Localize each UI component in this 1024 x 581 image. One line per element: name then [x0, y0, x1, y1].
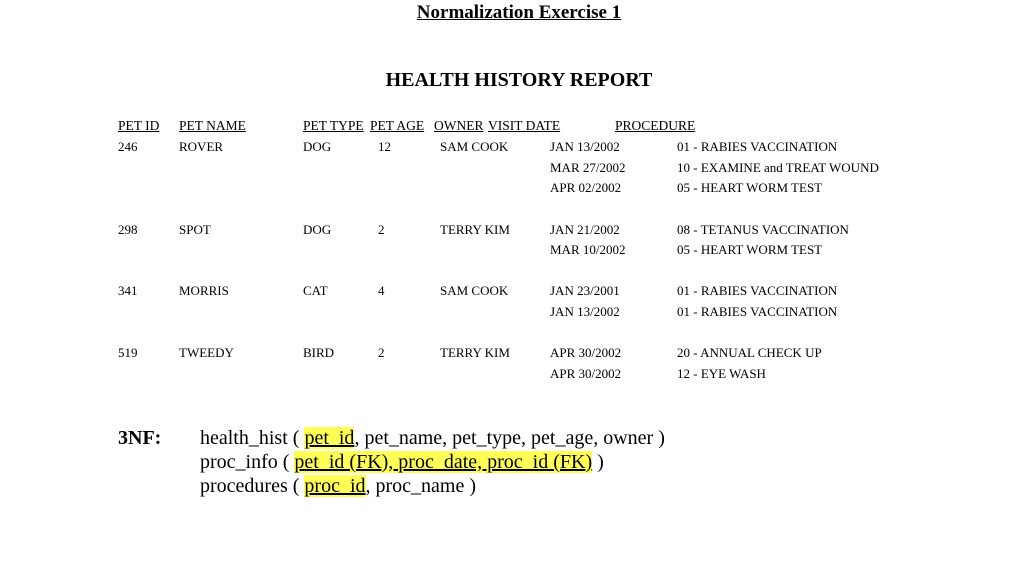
visit-date-cell: JAN 21/2002	[550, 222, 620, 237]
procedure-cell: 20 - ANNUAL CHECK UP	[677, 345, 822, 360]
pet-age-cell: 12	[378, 139, 391, 154]
owner-cell: SAM COOK	[440, 283, 509, 298]
procedure-cell: 05 - HEART WORM TEST	[677, 242, 823, 257]
pet-type-cell: DOG	[303, 222, 332, 237]
relation-prefix: proc_info (	[200, 451, 295, 473]
pet-type-cell: BIRD	[303, 345, 335, 360]
visit-date-cell: APR 02/2002	[550, 180, 622, 195]
procedure-cell: 01 - RABIES VACCINATION	[677, 304, 838, 319]
report-title: HEALTH HISTORY REPORT	[385, 69, 653, 91]
owner-cell: TERRY KIM	[440, 345, 510, 360]
relation-procedures	[200, 475, 476, 498]
pet-name-cell: TWEEDY	[179, 345, 234, 360]
pet-name-cell: SPOT	[179, 222, 211, 237]
pet-id-cell: 298	[118, 222, 138, 237]
pet-id-cell: 341	[118, 283, 138, 298]
visit-date-cell: APR 30/2002	[550, 366, 622, 381]
visit-date-cell: JAN 13/2002	[550, 139, 620, 154]
visit-date-cell: JAN 13/2002	[550, 304, 620, 319]
header-owner: OWNER	[434, 118, 484, 133]
procedure-cell: 10 - EXAMINE and TREAT WOUND	[677, 160, 879, 175]
procedure-cell: 12 - EYE WASH	[677, 366, 766, 381]
header-pet-age: PET AGE	[370, 118, 425, 133]
relation-prefix: health_hist (	[200, 427, 305, 449]
relation-suffix: , proc_name )	[365, 475, 477, 497]
pet-type-cell: CAT	[303, 283, 328, 298]
relation-suffix: , pet_name, pet_type, pet_age, owner )	[354, 427, 665, 449]
pet-name-cell: MORRIS	[179, 283, 229, 298]
relation-suffix: )	[592, 451, 604, 473]
pet-age-cell: 2	[378, 345, 385, 360]
visit-date-cell: MAR 10/2002	[550, 242, 626, 257]
pet-type-cell: DOG	[303, 139, 332, 154]
visit-date-cell: APR 30/2002	[550, 345, 622, 360]
relation-proc-info	[200, 451, 604, 474]
visit-date-cell: JAN 23/2001	[550, 283, 620, 298]
primary-key-highlight: proc_id	[304, 475, 366, 497]
pet-id-cell: 246	[118, 139, 138, 154]
pet-id-cell: 519	[118, 345, 138, 360]
procedure-cell: 01 - RABIES VACCINATION	[677, 139, 838, 154]
procedure-cell: 01 - RABIES VACCINATION	[677, 283, 838, 298]
document-title: Normalization Exercise 1	[416, 2, 622, 23]
primary-key-highlight: pet_id (FK), proc_date, proc_id (FK)	[294, 451, 593, 473]
pet-name-cell: ROVER	[179, 139, 224, 154]
owner-cell: TERRY KIM	[440, 222, 510, 237]
visit-date-cell: MAR 27/2002	[550, 160, 626, 175]
pet-age-cell: 2	[378, 222, 385, 237]
relation-health-hist	[200, 427, 665, 450]
normal-form-label: 3NF:	[118, 427, 162, 449]
header-pet-type: PET TYPE	[303, 118, 364, 133]
procedure-cell: 08 - TETANUS VACCINATION	[677, 222, 849, 237]
pet-age-cell: 4	[378, 283, 385, 298]
procedure-cell: 05 - HEART WORM TEST	[677, 180, 823, 195]
relation-prefix: procedures (	[200, 475, 305, 497]
header-procedure: PROCEDURE	[615, 118, 696, 133]
owner-cell: SAM COOK	[440, 139, 509, 154]
header-pet-id: PET ID	[118, 118, 160, 133]
header-pet-name: PET NAME	[179, 118, 246, 133]
header-visit-date: VISIT DATE	[488, 118, 561, 133]
primary-key-highlight: pet_id	[304, 427, 355, 449]
